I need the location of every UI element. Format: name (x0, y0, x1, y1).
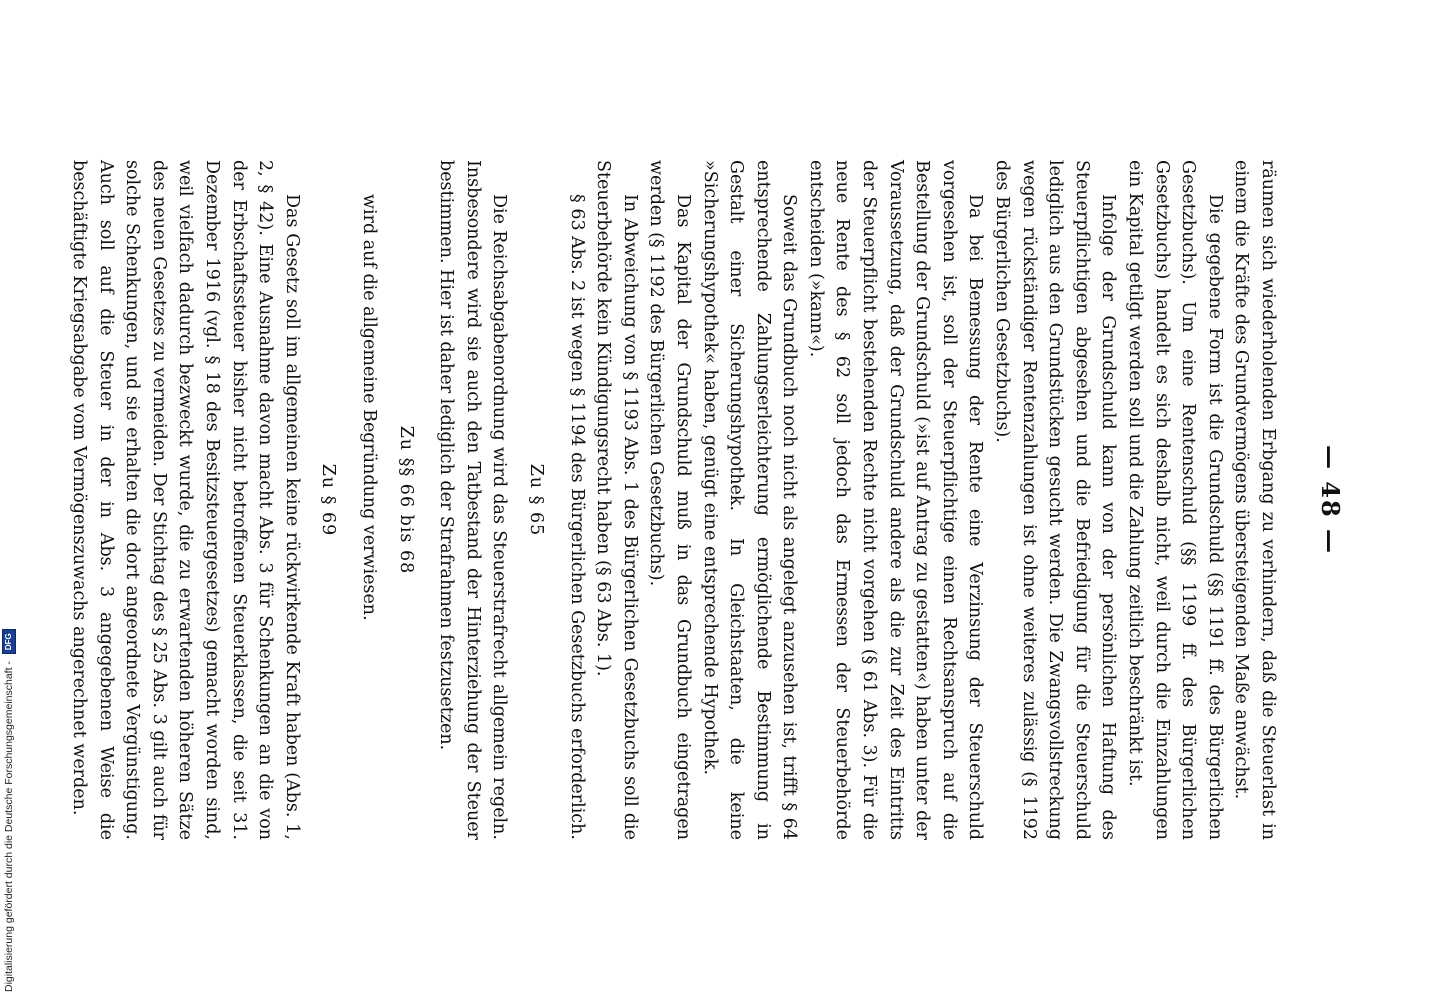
page-number: — 48 — (1316, 444, 1345, 556)
paragraph: Soweit das Grundbuch noch nicht als angelegt anzusehen ist, trifft § 64 entsprechende Zahlungserleichterung ermöglichende Bestimmung in Gestalt einer Sicherungshypothek. In Gleichstaaten, die keine »Sicherungshypothek« haben, genügt eine entsprechende Hypothek. (699, 160, 800, 840)
footer-credit-text: Digitalisierung gefördert durch die Deutsche Forschungsgemeinschaft - (3, 661, 15, 992)
paragraph: Infolge der Grundschuld kann von der persönlichen Haftung des Steuerpflichtigen abgesehen und die Befriedigung für die Steuerschuld lediglich aus den Grundstücken gesucht werden. Die Zwangsvollstreckung wegen rückständiger Rentenzahlungen ist ohne weiteres zulässig (§ 1192 des Bürgerlichen Gesetzbuchs). (992, 160, 1119, 840)
dfg-logo-icon: DFG (2, 629, 16, 654)
paragraph: Da bei Bemessung der Rente eine Verzinsung der Steuerschuld vorgesehen ist, soll der Steuerpflichtige einen Rechtsanspruch auf die Bestellung der Grundschuld (»ist auf Antrag zu gestatten«) haben unter der Voraussetzung, daß der Grundschuld andere als die zur Zeit des Eintritts der Steuerpflicht bestehenden Rechte nicht vorgehen (§ 61 Abs. 3). Für die neue Rente des § 62 soll jedoch das Ermessen der Steuerbehörde entscheiden (»kann«). (805, 160, 986, 840)
section-heading: Zu § 65 (525, 463, 546, 537)
digitization-footer (0, 0, 18, 1000)
section-heading: Zu §§ 66 bis 68 (395, 425, 416, 575)
page-body (65, 160, 1281, 840)
paragraph: Die gegebene Form ist die Grundschuld (§§ 1191 ff. des Bürgerlichen Gesetzbuchs). Um eine Rentenschuld (§§ 1199 ff. des Bürgerlichen Gesetzbuchs) handelt es sich deshalb nicht, weil durch die Einzahlungen ein Kapital getilgt werden soll und die Zahlung zeitlich beschränkt ist. (1125, 160, 1225, 840)
section-heading: Zu § 69 (318, 463, 339, 537)
paragraph: wird auf die allgemeine Begründung verwiesen. (359, 194, 379, 621)
paragraph: Die Reichsabgabenordnung wird das Steuerstrafrecht allgemein regeln. Insbesondere wird sie auch den Tatbestand der Hinterziehung der Steuer bestimmen. Hier ist daher lediglich der Strafrahmen festzusetzen. (436, 160, 510, 840)
paragraph: § 63 Abs. 2 ist wegen § 1194 des Bürgerlichen Gesetzbuchs erforderlich. (566, 194, 587, 840)
paragraph: Das Gesetz soll im allgemeinen keine rückwirkende Kraft haben (Abs. 1, 2, § 42). Eine Ausnahme davon macht Abs. 3 für Schenkungen an die von der Erbschaftssteuer bisher nicht betroffenen Steuerklassen, die seit 31. Dezember 1916 (vgl. § 18 des Besitzsteuergesetzes) gemacht worden sind, weil vielfach dadurch bezweckt wurde, die zu erwartenden höheren Sätze des neuen Gesetzes zu vermeiden. Der Stichtag des § 25 Abs. 3 gilt auch für solche Schenkungen, und sie erhalten die dort angeordnete Vergünstigung. Auch soll auf die Steuer in der in Abs. 3 angegebenen Weise die beschäftigte Kriegsabgabe vom Vermögenszuwachs angerechnet werden. (69, 160, 302, 840)
paragraph: In Abweichung von § 1193 Abs. 1 des Bürgerlichen Gesetzbuchs soll die Steuerbehörde kein Kündigungsrecht haben (§ 63 Abs. 1). (593, 160, 640, 840)
paragraph: räumen sich wiederholenden Erbgang zu verhindern, daß die Steuerlast in einem die Kräfte des Grundvermögens übersteigenden Maße anwächst. (1231, 160, 1278, 840)
paragraph: Das Kapital der Grundschuld muß in das Grundbuch eingetragen werden (§ 1192 des Bürgerlichen Gesetzbuchs). (646, 160, 693, 840)
